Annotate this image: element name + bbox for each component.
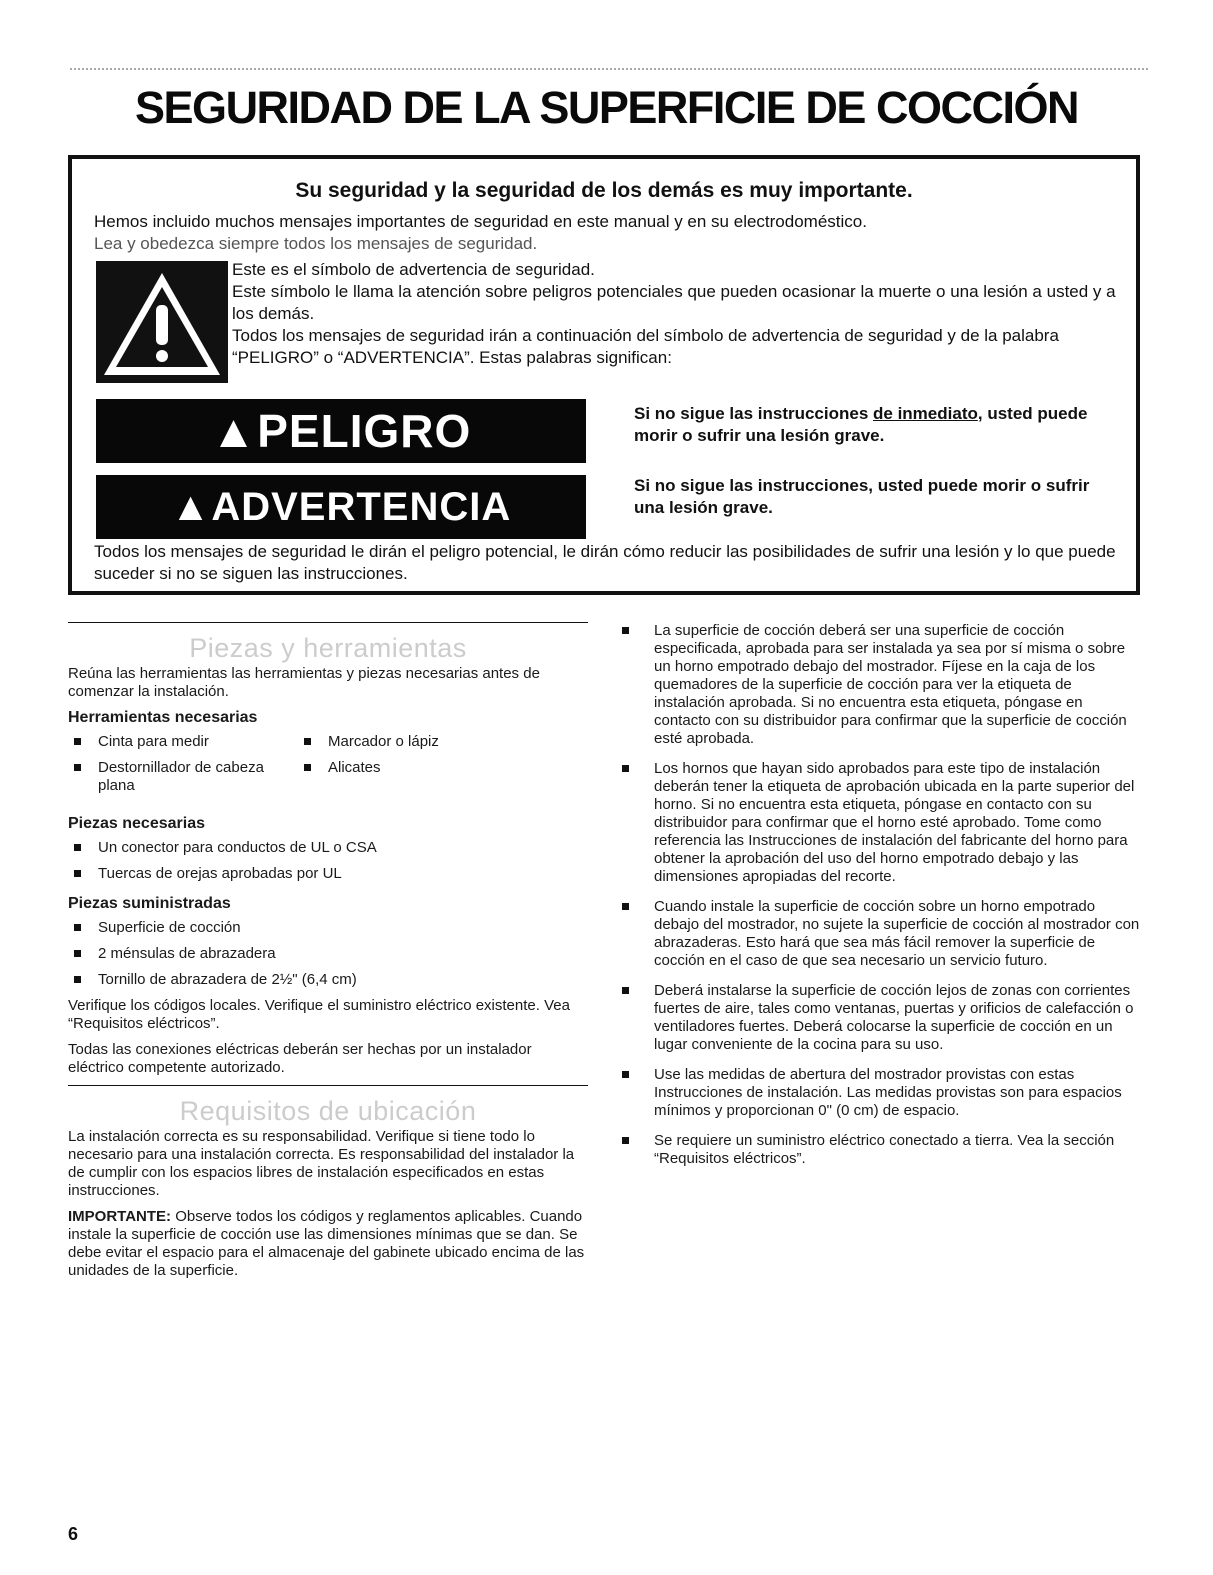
important-text: Observe todos los códigos y reglamentos aplicables. Cuando instale la superficie de cocción use las dimensiones mínimas que se dan. Se debe evitar el espacio para el almacenaje del gabinete ubicado encima de las unidades de la superficie. [68, 1208, 585, 1279]
left-column [68, 622, 588, 1288]
list-item: Un conector para conductos de UL o CSA [68, 839, 588, 857]
peligro-desc-part-2: , usted puede morir o sufrir una lesión grave. [634, 404, 1088, 445]
page-number: 6 [68, 1524, 79, 1544]
list-item: Se requiere un suministro eléctrico conectado a tierra. Vea la sección “Requisitos eléctricos”. [620, 1132, 1142, 1168]
section-rule [68, 622, 588, 623]
section-rule [68, 1085, 588, 1086]
warning-triangle-icon: ▲ [210, 405, 258, 457]
list-item: Cinta para medir [68, 733, 298, 751]
parts-heading: Piezas necesarias [68, 815, 205, 832]
symbol-line-1: Este es el símbolo de advertencia de seguridad. [232, 260, 595, 279]
peligro-banner [96, 399, 586, 463]
section-title-ubicacion: Requisitos de ubicación [179, 1096, 477, 1126]
advertencia-label: ADVERTENCIA [211, 485, 512, 529]
list-item: Use las medidas de abertura del mostrador provistas con estas Instrucciones de instalación. Las medidas provistas son para espacios mínimos y proporcionan 0" (0 cm) de espacio. [620, 1066, 1142, 1120]
right-column [620, 622, 1142, 1180]
top-dotted-rule [70, 68, 1148, 70]
list-item: Destornillador de cabeza plana [68, 759, 298, 795]
tools-heading: Herramientas necesarias [68, 709, 258, 726]
peligro-desc-part-1: Si no sigue las instrucciones [634, 404, 874, 423]
safety-box [68, 155, 1140, 595]
symbol-line-2: Este símbolo le llama la atención sobre peligros potenciales que pueden ocasionar la muerte o una lesión a usted y a los demás. [232, 282, 1116, 323]
safety-intro [94, 211, 1124, 255]
advertencia-banner [96, 475, 586, 539]
list-item: Deberá instalarse la superficie de cocción lejos de zonas con corrientes fuertes de aire, tales como ventanas, puertas y orificios de calefacción o ventiladores fuertes. Deberá colocarse la superficie de cocción en un lugar conveniente de la cocina para su uso. [620, 982, 1142, 1054]
symbol-line-3: Todos los mensajes de seguridad irán a continuación del símbolo de advertencia de seguridad y de la palabra “PELIGRO” o “ADVERTENCIA”. Estas palabras significan: [232, 326, 1059, 367]
peligro-description [634, 403, 1124, 447]
safety-footer: Todos los mensajes de seguridad le dirán el peligro potencial, le dirán cómo reducir las posibilidades de sufrir una lesión y lo que puede suceder si no se siguen las instrucciones. [94, 542, 1116, 583]
location-intro: La instalación correcta es su responsabilidad. Verifique si tiene todo lo necesario para una instalación correcta. Es responsabilidad del instalador la de cumplir con los espacios libres de instalación especificados en estas instrucciones. [68, 1128, 575, 1199]
symbol-explanation [232, 259, 1122, 369]
section-title-piezas: Piezas y herramientas [189, 633, 467, 663]
list-item: Superficie de cocción [68, 919, 588, 937]
list-item: Marcador o lápiz [298, 733, 558, 751]
list-item: Tuercas de orejas aprobadas por UL [68, 865, 588, 883]
warning-triangle-icon: ▲ [170, 485, 212, 529]
peligro-desc-underlined: de inmediato [873, 404, 978, 423]
advertencia-description: Si no sigue las instrucciones, usted puede morir o sufrir una lesión grave. [634, 476, 1090, 517]
list-item: Los hornos que hayan sido aprobados para este tipo de instalación deberán tener la etiqueta de aprobación ubicada en la parte superior del horno. Si no encuentra esta etiqueta, póngase en contacto con su distribuidor para confirmar que el horno esté aprobado. Tome como referencia las Instrucciones de instalación del fabricante del horno para obtener la aprobación del uso del horno empotrado debajo y las dimensiones apropiadas del recorte. [620, 760, 1142, 886]
safety-alert-symbol [96, 261, 228, 383]
list-item: Cuando instale la superficie de cocción sobre un horno empotrado debajo del mostrador, no sujete la superficie de cocción al mostrador con abrazaderas. Esto hará que sea más fácil remover la superficie de cocción en el caso de que sea necesario un servicio futuro. [620, 898, 1142, 970]
list-item: 2 ménsulas de abrazadera [68, 945, 588, 963]
verify-text: Verifique los códigos locales. Verifique el suministro eléctrico existente. Vea “Requisitos eléctricos”. [68, 997, 570, 1032]
list-item: Tornillo de abrazadera de 2½" (6,4 cm) [68, 971, 588, 989]
page-title: SEGURIDAD DE LA SUPERFICIE DE COCCIÓN [135, 82, 1078, 133]
electrical-text: Todas las conexiones eléctricas deberán ser hechas por un instalador eléctrico competente autorizado. [68, 1041, 532, 1076]
list-item: Alicates [298, 759, 558, 777]
supplied-heading: Piezas suministradas [68, 895, 231, 912]
safety-intro-line-2: Lea y obedezca siempre todos los mensajes de seguridad. [94, 234, 538, 253]
important-label: IMPORTANTE: [68, 1208, 172, 1225]
tools-list [68, 733, 588, 803]
list-item: La superficie de cocción deberá ser una superficie de cocción especificada, aprobada para ser instalada ya sea por sí misma o sobre un horno empotrado debajo del mostrador. Fíjese en la caja de los quemadores de la superficie de cocción para ver la etiqueta de instalación aprobada. Si no encuentra esta etiqueta, póngase en contacto con su distribuidor para confirmar que la superficie de cocción esté aprobada. [620, 622, 1142, 748]
safety-intro-line-1: Hemos incluido muchos mensajes importantes de seguridad en este manual y en su electrodoméstico. [94, 212, 867, 231]
safety-heading: Su seguridad y la seguridad de los demás es muy importante. [295, 179, 913, 202]
section-intro: Reúna las herramientas las herramientas y piezas necesarias antes de comenzar la instalación. [68, 665, 540, 700]
important-note [68, 1208, 588, 1280]
warning-triangle-icon [96, 261, 228, 383]
peligro-label: PELIGRO [257, 405, 472, 457]
